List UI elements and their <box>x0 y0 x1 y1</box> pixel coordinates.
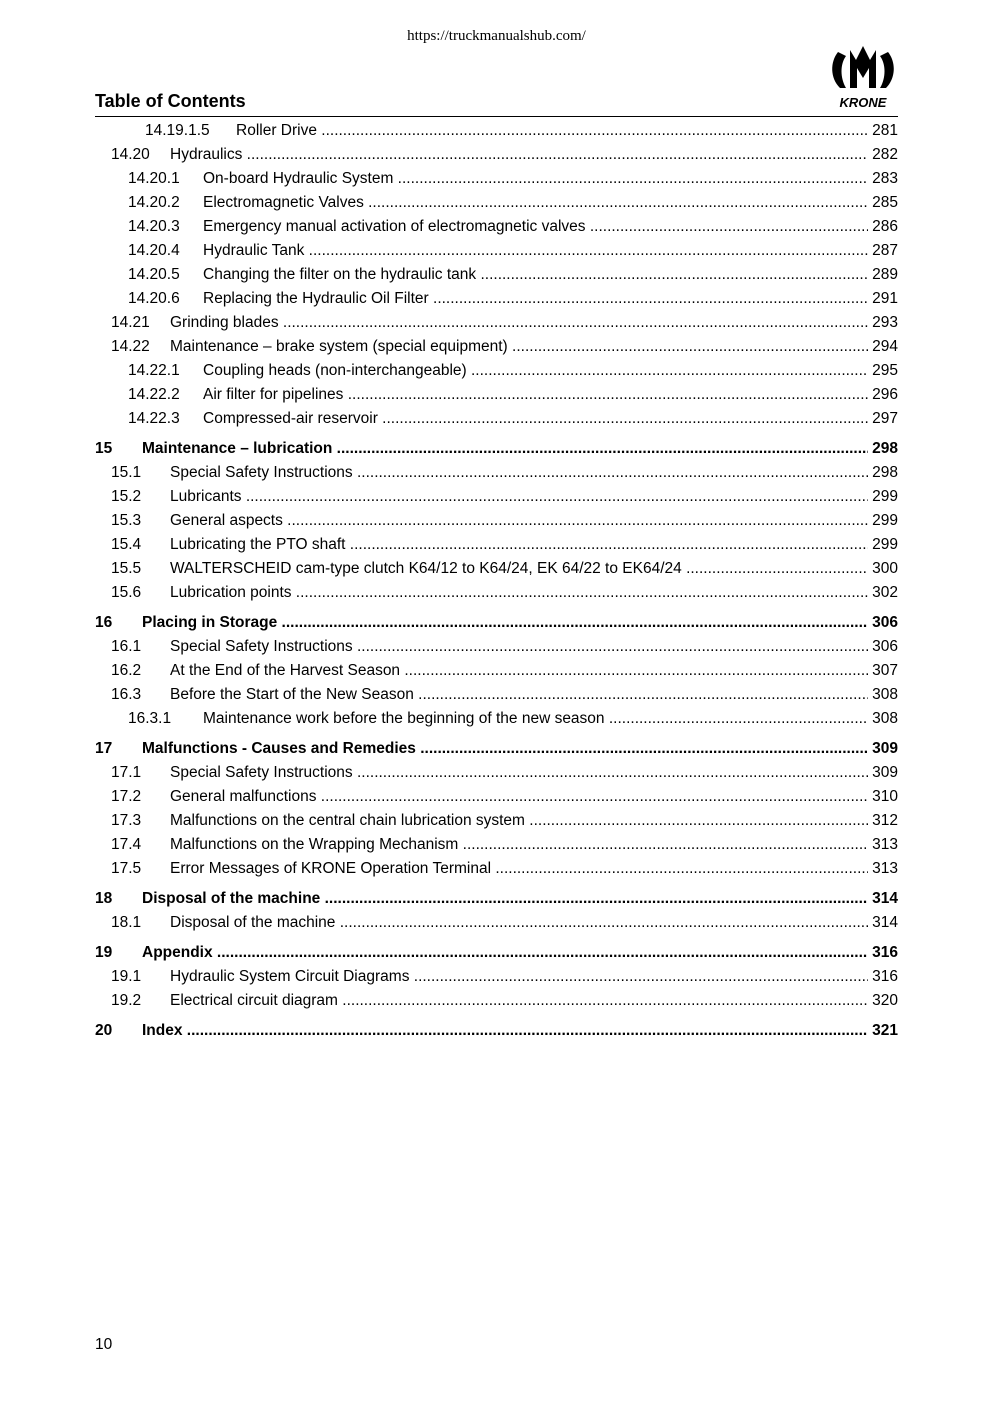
toc-entry[interactable] <box>95 509 898 533</box>
toc-entry[interactable] <box>95 359 898 383</box>
toc-entry-page: 296 <box>872 383 898 407</box>
toc-entry-title: Disposal of the machine ..... <box>142 887 868 911</box>
toc-entry-number: 14.19.1.5 <box>145 122 210 139</box>
toc-entry-number: 16 <box>95 614 113 631</box>
toc-entry-number: 15 <box>95 440 113 457</box>
toc-entry[interactable] <box>95 461 898 485</box>
toc-entry-number: 17 <box>95 740 113 757</box>
toc-entry-number: 20 <box>95 1022 113 1039</box>
toc-entry-number: 14.22.3 <box>128 410 180 427</box>
toc-entry-number: 15.3 <box>111 512 142 529</box>
toc-entry-title: Air filter for pipelines ..... <box>203 383 868 407</box>
toc-entry-page: 306 <box>872 635 898 659</box>
toc-entry-title: Malfunctions - Causes and Remedies ..... <box>142 737 868 761</box>
toc-entry-page: 286 <box>872 215 898 239</box>
toc-entry-title: WALTERSCHEID cam-type clutch K64/12 to K64/24, EK 64/22 to EK64/24 ..... <box>170 557 868 581</box>
toc-entry-page: 307 <box>872 659 898 683</box>
toc-entry-page: 298 <box>872 437 898 461</box>
toc-entry[interactable] <box>95 263 898 287</box>
toc-entry-number: 14.20.2 <box>128 194 180 211</box>
toc-entry-page: 312 <box>872 809 898 833</box>
toc-entry-number: 14.20.4 <box>128 242 180 259</box>
toc-entry-title: Special Safety Instructions ..... <box>170 635 868 659</box>
toc-entry-title: Malfunctions on the Wrapping Mechanism ..... <box>170 833 868 857</box>
toc-entry-title: Appendix ..... <box>142 941 868 965</box>
toc-entry-number: 18.1 <box>111 914 142 931</box>
toc-entry-title: Index ..... <box>142 1019 868 1043</box>
toc-entry-title: Placing in Storage ..... <box>142 611 868 635</box>
toc-entry-title: Hydraulics ..... <box>170 143 868 167</box>
toc-entry-page: 298 <box>872 461 898 485</box>
toc-entry[interactable] <box>95 407 898 431</box>
toc-entry-title: General malfunctions ..... <box>170 785 868 809</box>
toc-entry-page: 295 <box>872 359 898 383</box>
toc-entry-title: Roller Drive ..... <box>236 119 868 143</box>
toc-entry[interactable] <box>95 941 898 965</box>
toc-entry-number: 14.22 <box>111 338 150 355</box>
toc-entry-page: 281 <box>872 119 898 143</box>
toc-entry[interactable] <box>95 287 898 311</box>
toc-entry-page: 310 <box>872 785 898 809</box>
toc-entry-title: Electromagnetic Valves ..... <box>203 191 868 215</box>
krone-logo-text: KRONE <box>839 95 887 110</box>
toc-entry[interactable] <box>95 635 898 659</box>
title-divider <box>95 116 898 117</box>
toc-entry[interactable] <box>95 485 898 509</box>
toc-entry-page: 302 <box>872 581 898 605</box>
toc-entry-number: 18 <box>95 890 113 907</box>
toc-entry-page: 316 <box>872 965 898 989</box>
krone-crown-icon <box>828 44 898 110</box>
toc-entry-page: 299 <box>872 509 898 533</box>
toc-entry-number: 14.20.6 <box>128 290 180 307</box>
toc-entry-title: General aspects ..... <box>170 509 868 533</box>
toc-entry-title: Before the Start of the New Season ..... <box>170 683 868 707</box>
toc-entry-title: Hydraulic System Circuit Diagrams ..... <box>170 965 868 989</box>
toc-entry-page: 314 <box>872 887 898 911</box>
toc-entry-title: Disposal of the machine ..... <box>170 911 868 935</box>
toc-entry-page: 287 <box>872 239 898 263</box>
toc-entry[interactable] <box>95 383 898 407</box>
toc-entry[interactable] <box>95 833 898 857</box>
toc-entry-page: 313 <box>872 833 898 857</box>
toc-entry[interactable] <box>95 167 898 191</box>
toc-entry-title: Replacing the Hydraulic Oil Filter ..... <box>203 287 868 311</box>
toc-entry-title: Hydraulic Tank ..... <box>203 239 868 263</box>
toc-entry[interactable] <box>95 911 898 935</box>
toc-entry-page: 314 <box>872 911 898 935</box>
toc-entry-title: Special Safety Instructions ..... <box>170 461 868 485</box>
toc-entry-number: 14.22.2 <box>128 386 180 403</box>
source-url: https://truckmanualshub.com/ <box>407 28 586 44</box>
toc-entry-page: 294 <box>872 335 898 359</box>
toc-entry-number: 19 <box>95 944 113 961</box>
toc-entry-number: 19.1 <box>111 968 142 985</box>
toc-entry[interactable] <box>95 809 898 833</box>
toc-entry-page: 309 <box>872 761 898 785</box>
toc-entry-title: Error Messages of KRONE Operation Terminal ..... <box>170 857 868 881</box>
toc-entry-page: 320 <box>872 989 898 1013</box>
toc-entry-number: 14.20.1 <box>128 170 180 187</box>
toc-entry-title: On-board Hydraulic System ..... <box>203 167 868 191</box>
toc-entry-number: 14.21 <box>111 314 150 331</box>
toc-entry-page: 299 <box>872 533 898 557</box>
toc-entry[interactable] <box>95 761 898 785</box>
toc-entry[interactable] <box>95 887 898 911</box>
toc-entry[interactable] <box>95 437 898 461</box>
toc-entry[interactable] <box>95 737 898 761</box>
toc-entry-number: 16.3 <box>111 686 142 703</box>
toc-entry[interactable] <box>95 659 898 683</box>
toc-entry[interactable] <box>95 965 898 989</box>
toc-entry-title: Coupling heads (non-interchangeable) ..... <box>203 359 868 383</box>
toc-entry[interactable] <box>95 557 898 581</box>
toc-entry-page: 289 <box>872 263 898 287</box>
toc-entry[interactable] <box>95 143 898 167</box>
toc-entry-number: 14.20 <box>111 146 150 163</box>
toc-entry-title: Maintenance work before the beginning of the new season ..... <box>203 707 868 731</box>
toc-entry-title: Electrical circuit diagram ..... <box>170 989 868 1013</box>
toc-entry[interactable] <box>95 857 898 881</box>
toc-entry[interactable] <box>95 119 898 143</box>
toc-entry-page: 321 <box>872 1019 898 1043</box>
toc-entry-page: 300 <box>872 557 898 581</box>
toc-entry[interactable] <box>95 785 898 809</box>
toc-entry-number: 15.5 <box>111 560 142 577</box>
toc-entry-title: Emergency manual activation of electromagnetic valves ..... <box>203 215 868 239</box>
toc-entry-page: 316 <box>872 941 898 965</box>
toc-entry[interactable] <box>95 611 898 635</box>
toc-entry-page: 282 <box>872 143 898 167</box>
toc-entry-number: 14.20.5 <box>128 266 180 283</box>
toc-entry-number: 17.1 <box>111 764 142 781</box>
toc-entry[interactable] <box>95 335 898 359</box>
toc-entry-number: 19.2 <box>111 992 142 1009</box>
toc-entry-number: 17.4 <box>111 836 142 853</box>
toc-entry-number: 15.6 <box>111 584 142 601</box>
toc-entry-number: 16.3.1 <box>128 710 172 727</box>
toc-entry[interactable] <box>95 707 898 731</box>
table-of-contents <box>95 119 898 1043</box>
toc-entry[interactable] <box>95 239 898 263</box>
toc-entry-page: 313 <box>872 857 898 881</box>
toc-entry-title: Changing the filter on the hydraulic tank ..... <box>203 263 868 287</box>
toc-entry-page: 297 <box>872 407 898 431</box>
toc-entry-page: 308 <box>872 707 898 731</box>
toc-entry-number: 15.4 <box>111 536 142 553</box>
toc-entry-title: Lubrication points ..... <box>170 581 868 605</box>
page-number: 10 <box>95 1336 113 1353</box>
toc-entry-number: 17.2 <box>111 788 142 805</box>
toc-entry-title: Special Safety Instructions ..... <box>170 761 868 785</box>
toc-entry-title: Maintenance – brake system (special equipment) ..... <box>170 335 868 359</box>
toc-entry-page: 291 <box>872 287 898 311</box>
toc-entry-title: Maintenance – lubrication ..... <box>142 437 868 461</box>
toc-entry-number: 16.2 <box>111 662 142 679</box>
toc-entry[interactable] <box>95 581 898 605</box>
toc-entry-number: 17.3 <box>111 812 142 829</box>
toc-entry-page: 308 <box>872 683 898 707</box>
toc-entry[interactable] <box>95 191 898 215</box>
toc-entry-page: 283 <box>872 167 898 191</box>
toc-entry-number: 17.5 <box>111 860 142 877</box>
toc-entry[interactable] <box>95 215 898 239</box>
toc-entry-number: 16.1 <box>111 638 142 655</box>
page-title: Table of Contents <box>95 91 246 111</box>
toc-entry-number: 15.1 <box>111 464 142 481</box>
toc-entry[interactable] <box>95 683 898 707</box>
toc-entry-number: 15.2 <box>111 488 142 505</box>
toc-entry-title: Malfunctions on the central chain lubrication system ..... <box>170 809 868 833</box>
toc-entry-title: Lubricating the PTO shaft ..... <box>170 533 868 557</box>
toc-entry[interactable] <box>95 533 898 557</box>
toc-entry-title: Lubricants ..... <box>170 485 868 509</box>
toc-entry-title: Compressed-air reservoir ..... <box>203 407 868 431</box>
toc-entry[interactable] <box>95 311 898 335</box>
toc-entry-page: 306 <box>872 611 898 635</box>
toc-entry[interactable] <box>95 989 898 1013</box>
toc-entry-title: At the End of the Harvest Season ..... <box>170 659 868 683</box>
toc-entry-page: 309 <box>872 737 898 761</box>
toc-entry-number: 14.20.3 <box>128 218 180 235</box>
toc-entry-page: 299 <box>872 485 898 509</box>
toc-entry[interactable] <box>95 1019 898 1043</box>
toc-entry-title: Grinding blades ..... <box>170 311 868 335</box>
toc-entry-number: 14.22.1 <box>128 362 180 379</box>
toc-entry-page: 293 <box>872 311 898 335</box>
toc-entry-page: 285 <box>872 191 898 215</box>
